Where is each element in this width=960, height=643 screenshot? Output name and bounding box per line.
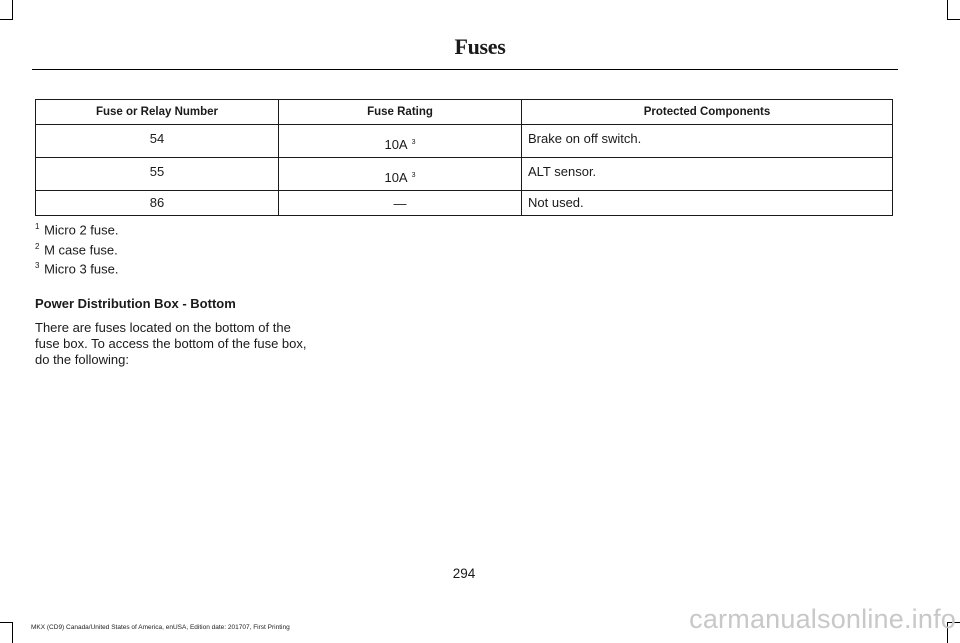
footnote-text: Micro 3 fuse.: [44, 261, 119, 277]
table-row: [36, 158, 893, 191]
column-header-number: Fuse or Relay Number: [36, 100, 279, 125]
footnote-text: M case fuse.: [44, 241, 118, 257]
table-row: [36, 125, 893, 158]
footnote-mark: 1: [35, 222, 40, 231]
footnote-text: Micro 2 fuse.: [44, 222, 119, 238]
fuse-number: 54: [36, 125, 279, 158]
protected-component: ALT sensor.: [522, 158, 893, 191]
fuse-rating: [279, 125, 522, 158]
column-header-components: Protected Components: [522, 100, 893, 125]
footnotes: [35, 218, 335, 277]
header-rule: [32, 69, 898, 70]
footnote-ref: 3: [411, 171, 416, 179]
table-row: [36, 191, 893, 216]
page-number: 294: [452, 566, 476, 581]
rating-value: 10A: [384, 137, 408, 152]
protected-component: Not used.: [522, 191, 893, 216]
crop-mark: [948, 19, 960, 20]
crop-mark: [12, 0, 13, 20]
rating-value: 10A: [384, 170, 408, 185]
rating-value: —: [393, 195, 407, 211]
crop-mark: [0, 19, 12, 20]
section-heading: Power Distribution Box - Bottom: [35, 296, 236, 311]
footnote-mark: 3: [35, 261, 40, 270]
column-header-rating: Fuse Rating: [279, 100, 522, 125]
fuse-rating: [279, 191, 522, 216]
page-title: Fuses: [454, 34, 506, 59]
edition-footer: MKX (CD9) Canada/United States of America, enUSA, Edition date: 201707, First Printing: [31, 624, 290, 631]
footnote-ref: 3: [411, 138, 416, 146]
crop-mark: [947, 0, 948, 20]
section-body: There are fuses located on the bottom of the fuse box. To access the bottom of the fuse box, do the following:: [35, 320, 307, 367]
fuse-number: 86: [36, 191, 279, 216]
fuse-rating: [279, 158, 522, 191]
protected-component: Brake on off switch.: [522, 125, 893, 158]
crop-mark: [0, 622, 12, 623]
table-header-row: [36, 100, 893, 125]
footnote: [35, 218, 335, 236]
watermark: carmanualsonline.info: [689, 604, 956, 634]
footnote: [35, 257, 335, 275]
crop-mark: [12, 622, 13, 643]
footnote: [35, 238, 335, 256]
fuse-number: 55: [36, 158, 279, 191]
fuse-table: [35, 99, 893, 216]
footnote-mark: 2: [35, 241, 40, 251]
